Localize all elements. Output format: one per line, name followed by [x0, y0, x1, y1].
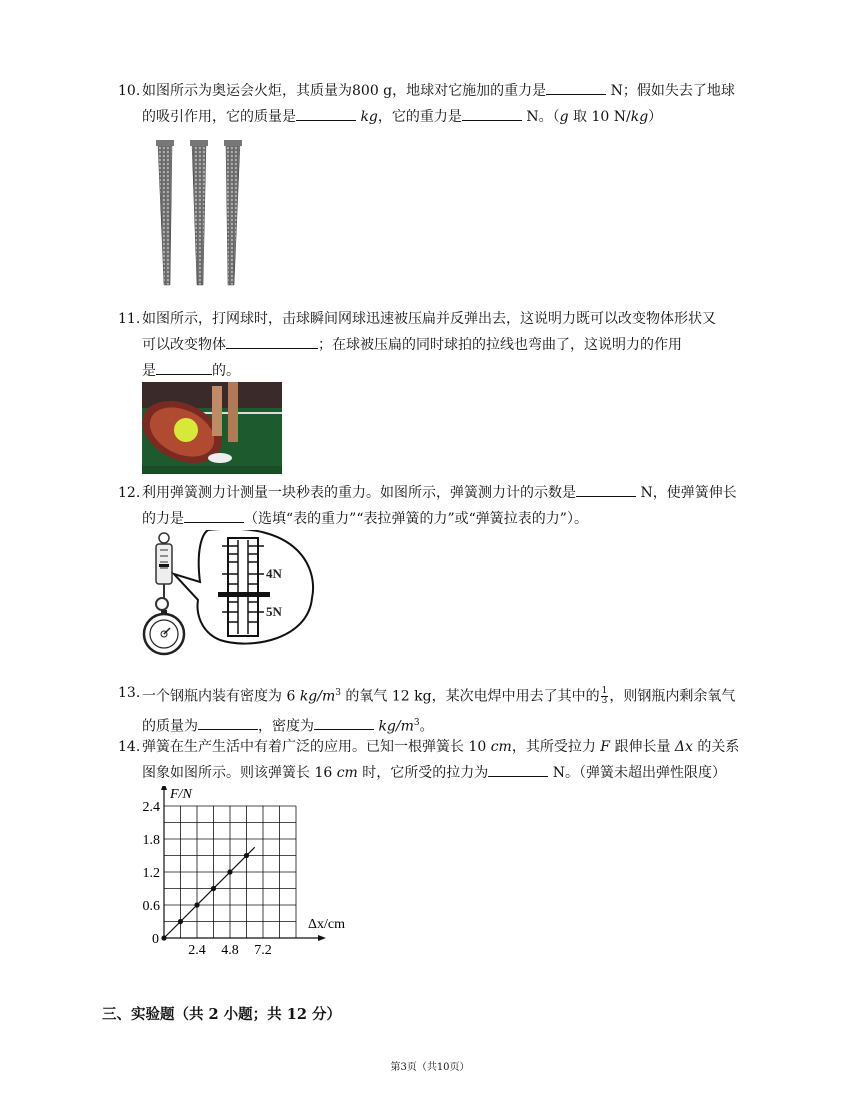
answer-blank[interactable]: [296, 104, 356, 121]
page-footer: 第3页（共10页）: [390, 1062, 470, 1073]
data-point: [211, 886, 216, 891]
chart-series: [161, 847, 254, 940]
x-axis-arrow: [318, 935, 326, 941]
scale-label-5n: 5N: [266, 604, 282, 619]
data-point: [194, 902, 199, 907]
data-point: [178, 919, 183, 924]
x-tick-label: 2.4: [188, 943, 206, 958]
y-tick-label: 2.4: [142, 800, 160, 815]
series-line: [164, 847, 255, 938]
question-11: 11. 如图所示，打网球时，击球瞬间网球迅速被压扁并反弹出去，这说明力既可以改变物体形状又 可以改变物体 ；在球被压扁的同时球拍的拉线也弯曲了，这说明力的作用 是 的。: [118, 311, 716, 379]
chart-tick-labels: [143, 800, 272, 958]
section-3-heading: 三、实验题（共 2 小题；共 12 分）: [102, 1006, 341, 1023]
y-axis-arrow: [161, 786, 167, 790]
data-point: [161, 935, 166, 940]
answer-blank[interactable]: [576, 480, 636, 497]
answer-blank[interactable]: [488, 760, 548, 777]
chart-axes: [161, 786, 326, 941]
answer-blank[interactable]: [184, 506, 244, 523]
spring-scale-figure: [140, 530, 320, 670]
origin-label: 0: [152, 932, 159, 947]
y-tick-label: 0.6: [142, 899, 160, 914]
answer-blank[interactable]: [198, 713, 258, 730]
x-axis-label: Δx/cm: [308, 917, 345, 932]
data-point: [244, 853, 249, 858]
y-axis-label: F/N: [170, 787, 192, 802]
answer-blank[interactable]: [546, 78, 606, 95]
answer-blank[interactable]: [156, 358, 212, 375]
question-number: 10.: [118, 83, 141, 99]
x-tick-label: 4.8: [221, 943, 239, 958]
question-10: 10. 如图所示为奥运会火炬，其质量为800 g，地球对它施加的重力是 N；假如失去了地球 的吸引作用，它的质量是 kg，它的重力是 N。（g 取 10 N/kg）: [118, 78, 778, 130]
x-tick-label: 7.2: [254, 943, 272, 958]
answer-blank[interactable]: [462, 104, 522, 121]
y-tick-label: 1.2: [142, 866, 160, 881]
scale-label-4n: 4N: [266, 566, 282, 581]
question-12: 12. 利用弹簧测力计测量一块秒表的重力。如图所示，弹簧测力计的示数是 N，使弹簧伸长 的力是 （选填“表的重力”“表拉弹簧的力”或“弹簧拉表的力”）。: [118, 480, 778, 532]
answer-blank[interactable]: [226, 332, 318, 349]
question-13: 13. 一个钢瓶内装有密度为 6 $kg/m^3$ 的氧气 12 kg，某次电焊中用去了其中的 $\frac{1}{3}$ ，则钢瓶内剩余氧气 的质量为 ，密度为 $kg/m^3$。: [118, 685, 736, 735]
answer-blank[interactable]: [314, 713, 374, 730]
olympic-torch-image: [150, 140, 246, 290]
question-14: 14. 弹簧在生产生活中有着广泛的应用。已知一根弹簧长 10 cm，其所受拉力 F 跟伸长量 Δx 的关系 图象如图所示。则该弹簧长 16 cm 时，它所受的拉力为 N。（弹簧未超出弹性限度）: [118, 739, 740, 781]
tennis-photo: [142, 382, 282, 474]
force-extension-chart: [140, 786, 360, 962]
fraction-one-third: $\frac{1}{3}$: [601, 686, 608, 707]
y-tick-label: 1.8: [142, 833, 160, 848]
data-point: [227, 869, 232, 874]
